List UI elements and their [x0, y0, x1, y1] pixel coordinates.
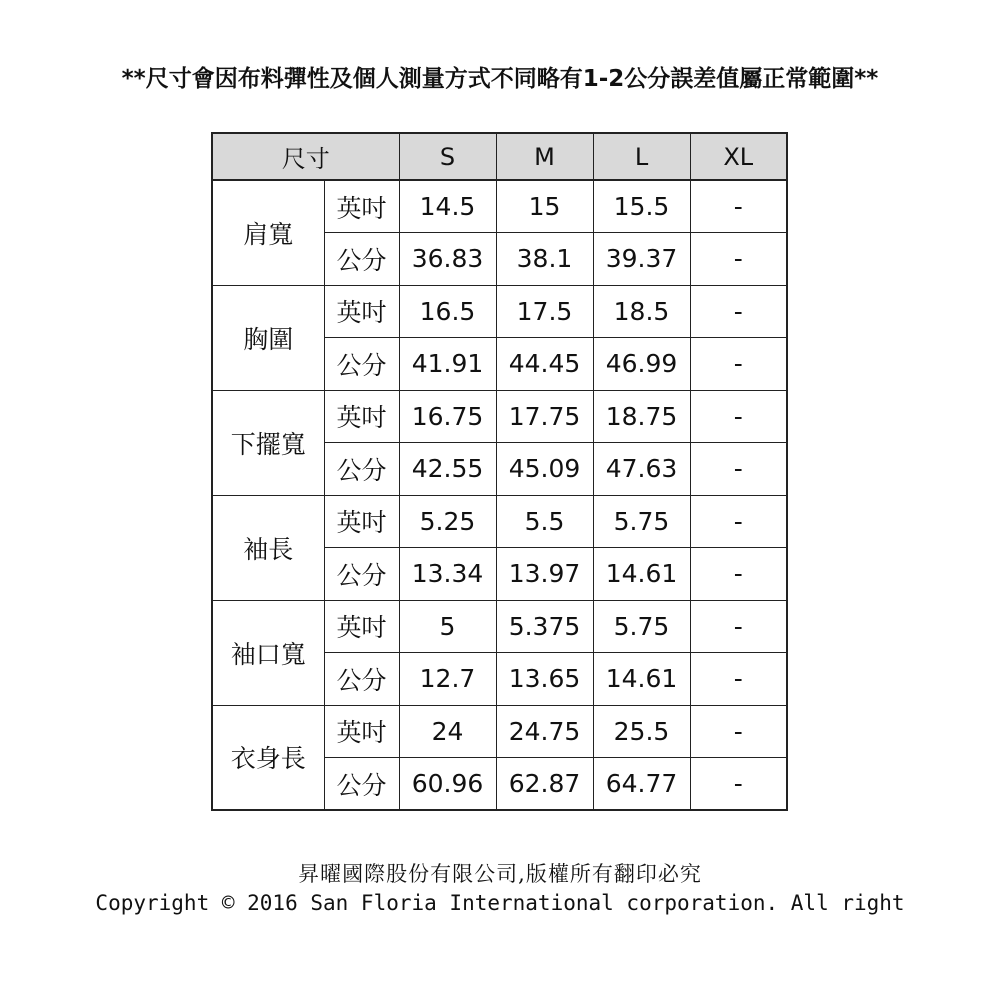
size-value-cell: -	[690, 338, 787, 391]
unit-label: 公分	[324, 338, 399, 391]
table-row	[212, 390, 787, 443]
footer-company-notice: 昇曜國際股份有限公司,版權所有翻印必究	[298, 862, 702, 886]
size-value-cell: 14.5	[399, 180, 496, 233]
size-value-cell: 14.61	[593, 653, 690, 706]
size-value-cell: -	[690, 495, 787, 548]
measurement-name: 袖長	[212, 495, 324, 600]
size-value-cell: 24.75	[496, 705, 593, 758]
size-value-cell: 5.75	[593, 600, 690, 653]
size-value-cell: 5.5	[496, 495, 593, 548]
size-value-cell: 24	[399, 705, 496, 758]
size-value-cell: -	[690, 653, 787, 706]
size-value-cell: 25.5	[593, 705, 690, 758]
table-row	[212, 180, 787, 233]
size-value-cell: 16.5	[399, 285, 496, 338]
size-value-cell: 5.25	[399, 495, 496, 548]
size-value-cell: 36.83	[399, 233, 496, 286]
unit-label: 英吋	[324, 285, 399, 338]
unit-label: 公分	[324, 233, 399, 286]
table-row	[212, 705, 787, 758]
unit-label: 英吋	[324, 705, 399, 758]
size-value-cell: 15	[496, 180, 593, 233]
size-value-cell: -	[690, 180, 787, 233]
size-value-cell: -	[690, 443, 787, 496]
table-body	[212, 180, 787, 810]
size-value-cell: 12.7	[399, 653, 496, 706]
size-value-cell: 5	[399, 600, 496, 653]
size-value-cell: 44.45	[496, 338, 593, 391]
size-value-cell: 42.55	[399, 443, 496, 496]
unit-label: 公分	[324, 653, 399, 706]
table-row	[212, 495, 787, 548]
size-value-cell: -	[690, 390, 787, 443]
unit-label: 英吋	[324, 390, 399, 443]
header-size-xl: XL	[690, 133, 787, 180]
size-value-cell: 64.77	[593, 758, 690, 811]
unit-label: 公分	[324, 758, 399, 811]
size-value-cell: -	[690, 758, 787, 811]
size-value-cell: 60.96	[399, 758, 496, 811]
measurement-name: 肩寬	[212, 180, 324, 285]
size-value-cell: 13.97	[496, 548, 593, 601]
header-size-s: S	[399, 133, 496, 180]
size-value-cell: -	[690, 600, 787, 653]
measurement-name: 袖口寬	[212, 600, 324, 705]
size-disclaimer-notice: **尺寸會因布料彈性及個人測量方式不同略有1-2公分誤差值屬正常範圍**	[121, 66, 879, 92]
measurement-name: 下擺寬	[212, 390, 324, 495]
size-value-cell: -	[690, 233, 787, 286]
size-value-cell: 14.61	[593, 548, 690, 601]
size-value-cell: 17.75	[496, 390, 593, 443]
footer-copyright: Copyright © 2016 San Floria International corporation. All right	[95, 891, 905, 915]
table-row	[212, 600, 787, 653]
size-value-cell: 13.34	[399, 548, 496, 601]
size-value-cell: 18.5	[593, 285, 690, 338]
size-value-cell: 17.5	[496, 285, 593, 338]
header-size-l: L	[593, 133, 690, 180]
size-value-cell: 5.375	[496, 600, 593, 653]
size-value-cell: 5.75	[593, 495, 690, 548]
size-value-cell: 15.5	[593, 180, 690, 233]
size-value-cell: 46.99	[593, 338, 690, 391]
unit-label: 公分	[324, 548, 399, 601]
table-header-row	[212, 133, 787, 180]
unit-label: 英吋	[324, 495, 399, 548]
size-value-cell: 41.91	[399, 338, 496, 391]
size-value-cell: -	[690, 285, 787, 338]
table-row	[212, 285, 787, 338]
size-value-cell: -	[690, 705, 787, 758]
size-value-cell: -	[690, 548, 787, 601]
header-size-m: M	[496, 133, 593, 180]
measurement-name: 胸圍	[212, 285, 324, 390]
measurement-name: 衣身長	[212, 705, 324, 810]
unit-label: 公分	[324, 443, 399, 496]
size-value-cell: 38.1	[496, 233, 593, 286]
unit-label: 英吋	[324, 180, 399, 233]
size-value-cell: 16.75	[399, 390, 496, 443]
unit-label: 英吋	[324, 600, 399, 653]
size-chart-table	[211, 132, 788, 811]
size-value-cell: 39.37	[593, 233, 690, 286]
size-value-cell: 18.75	[593, 390, 690, 443]
size-value-cell: 45.09	[496, 443, 593, 496]
size-value-cell: 62.87	[496, 758, 593, 811]
size-value-cell: 47.63	[593, 443, 690, 496]
size-value-cell: 13.65	[496, 653, 593, 706]
header-size-label: 尺寸	[212, 133, 399, 180]
